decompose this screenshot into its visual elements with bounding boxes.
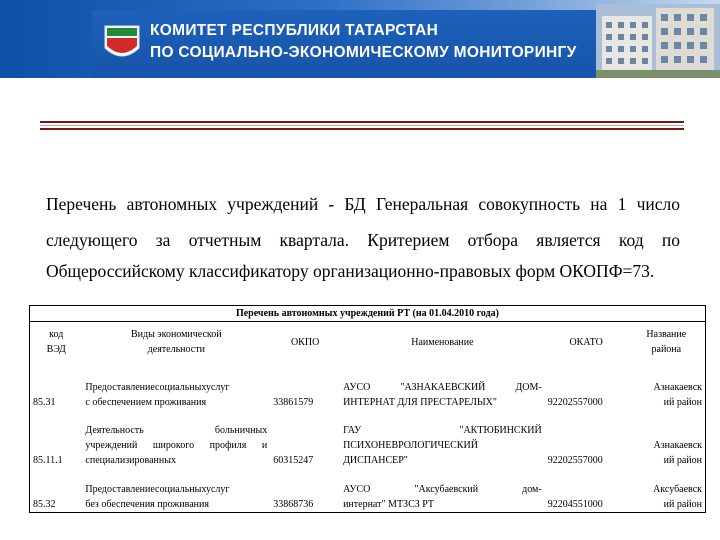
cell-code: 85.11.1 <box>30 410 83 468</box>
intro-line2: следующего за отчетным квартала. Критерием отбора является код по <box>46 230 680 250</box>
header-okato: ОКАТО <box>569 336 603 348</box>
header-district: Название района <box>628 322 706 363</box>
cell-okato: 92204551000 <box>545 468 628 513</box>
cell-code: 85.32 <box>30 468 83 513</box>
tatarstan-flag-emblem-icon <box>103 22 141 62</box>
cell-okpo: 33861579 <box>273 397 314 408</box>
header-code: код ВЭД <box>30 322 83 363</box>
cell-district: Аксубаевск ий район <box>628 468 706 513</box>
cell-district: Азнакаевск ий район <box>628 410 706 468</box>
table-caption: Перечень автономных учреждений РТ (на 01.04.2010 года) <box>30 306 706 322</box>
table-row <box>30 410 706 468</box>
cell-okpo: 60315247 <box>273 455 314 466</box>
header-okpo: ОКПО <box>290 336 320 348</box>
cell-activity: Предоставлениесоциальныхуслуг с обеспечением проживания <box>85 382 230 408</box>
institutions-table <box>29 305 706 513</box>
cell-district: Азнакаевск ий район <box>628 362 706 410</box>
header-activity: Виды экономической деятельности <box>130 329 222 355</box>
cell-okato: 92202557000 <box>547 455 603 466</box>
cell-activity: Предоставлениесоциальныхуслуг без обеспечения проживания <box>82 468 270 513</box>
table-row <box>30 468 706 513</box>
building-photo-icon <box>596 4 720 78</box>
cell-activity: Деятельность больничных учреждений широкого профиля и специализированных <box>85 425 268 466</box>
organization-title-line2: ПО СОЦИАЛЬНО-ЭКОНОМИЧЕСКОМУ МОНИТОРИНГУ <box>150 44 577 61</box>
divider-top <box>40 121 684 123</box>
cell-name: ГАУ "АКТЮБИНСКИЙ ПСИХОНЕВРОЛОГИЧЕСКИЙ ДИСПАНСЕР" <box>343 425 542 466</box>
intro-line1: Перечень автономных учреждений - БД Генеральная совокупность на 1 число <box>46 194 680 214</box>
intro-line3: Общероссийскому классификатору организационно-правовых форм ОКОПФ=73. <box>46 261 655 281</box>
cell-name: АУСО "Аксубаевский дом- интернат" МТЗСЗ РТ <box>340 468 545 513</box>
cell-okpo: 33868736 <box>270 468 340 513</box>
table-row <box>30 362 706 410</box>
cell-name: АУСО "АЗНАКАЕВСКИЙ ДОМ- ИНТЕРНАТ ДЛЯ ПРЕСТАРЕЛЫХ" <box>343 382 542 408</box>
cell-okato: 92202557000 <box>547 397 603 408</box>
organization-title-line1: КОМИТЕТ РЕСПУБЛИКИ ТАТАРСТАН <box>150 22 439 39</box>
header-name: Наименование <box>411 336 474 348</box>
divider-bottom <box>40 128 684 130</box>
cell-code: 85.31 <box>30 362 83 410</box>
divider-middle <box>40 125 684 126</box>
table-header-row <box>30 322 706 363</box>
intro-paragraph <box>46 186 680 258</box>
